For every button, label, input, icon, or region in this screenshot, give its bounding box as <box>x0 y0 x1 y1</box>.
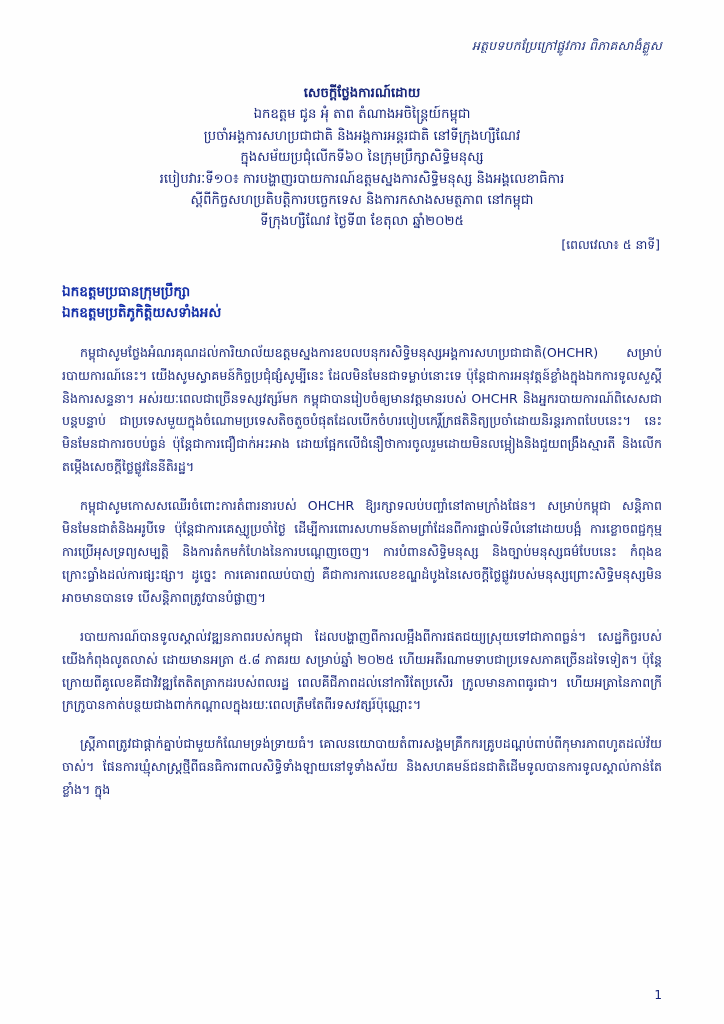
title-line-4: ក្នុងសម័យប្រជុំលើកទី៦០ នៃក្រុមប្រឹក្សាសិទ្ធិមនុស្ស <box>240 150 484 166</box>
salutation-heading <box>62 282 662 324</box>
paragraph-4: ស្ត្រីភាពត្រូវជាផ្ដាក់គ្នាប់ជាមួយកំណែមទ្រង់ទ្រាយធំ។ គោលនយោបាយតំពារសង្គមគ្រឹកករគ្រូបដណ្ដប់ពាប់ពីកុមារភាពហូតដល់វ័យចាស់។ ផែនការឃ្មុំសាស្រ្តថ្មីពីធនធិការពាលសិទ្ធិទាំងឡាយនៅទូទាំងស័យ និងសហគមន៍ជនជាតិដើមទូលបានការទូលស្គាល់កាន់តែខ្លាំង។ ក្នុង <box>62 736 662 798</box>
page-number: 1 <box>654 988 662 1002</box>
document-header-note: អត្ថបទបកប្រែក្រៅផ្លូវការ ពិភាគសាងំគ្លួស <box>472 38 662 53</box>
paragraph-2: កម្ពុជាសូមកោសសឈើរចំពោះការតំពារនារបស់ OHCHR ឱ្យរក្សាទលប់បញ្ចាំនៅតាមក្រាំងផែន។ សម្រាប់កម្ពុជា សន្តិភាពមិនមែនជាតំនិងអរូបីទេ ប៉ុន្តែជាការគេស្ម្យូប្រចាំថ្ងៃ ដើម្បីការពោរសហាមន៍តាមព្រាំដែនពីការផ្ទាល់ទីលំនៅដោយបង្អំ ការខ្លោចពជ្ជកុម្ម ការប្រើអុសទ្រព្យសម្បត្តិ និងការតំកមកំហែងនៃការបណ្ដេញចេញ។ ការបំពានសិទ្ធិមនុស្ស និងច្បាប់មនុស្សធម៌បែបនេះ កំពុងឧក្រោះធ្វាំងដល់ការផ្សះផ្សា។ ដូច្នេះ ការគោរពឈប់បាញ់ គឺជាការការលេខខណ្ឌដំបូងនៃសេចក្ដីថ្លៃផ្លូវរបស់មនុស្សព្រោះសិទ្ធិមនុស្សមិនអាចមានបានទេ បើសន្តិភាពត្រូវបានបំផ្លាញ។ <box>62 498 662 605</box>
title-line-3: ប្រចាំអង្គការសហប្រជាជាតិ និងអង្គការអន្តរជាតិ នៅទីក្រុងហ្សឺណែវ <box>203 128 521 144</box>
salutation-line-2: ឯកឧត្តមប្រតិភូកិត្តិយសទាំងអស់ <box>62 304 222 321</box>
salutation-line-1: ឯកឧត្តមប្រធានក្រុមប្រឹក្សា <box>62 283 191 300</box>
time-allocation-note: [ពេលវេលា៖ ៥ នាទី] <box>561 236 660 252</box>
title-line-1: សេចក្ដីថ្លែងការណ៍ដោយ <box>303 86 421 101</box>
paragraph-3: របាយការណ៍បានទូលស្គាល់វឌ្ឍនភាពរបស់កម្ពុជា ដែលបង្ហាញពីការលម្អឹងពីការផតជយ្យស្រុយទៅជាភាពធ្លន់។ សេដ្ឋកិច្ចរបស់យើងកំពុងលូតលាស់ ដោយមានអត្រា ៥.៨ ភាគរយ សម្រាប់ឆ្នាំ ២០២៥ ហើយអតីរណាមទាបជាប្រទេសភាគច្រើនដទៃទៀត។ ប៉ុន្តែ ក្រោយពីគូលេខគីជាវិវឌ្ឍតែតិតត្រាកដរបស់ពលរដ្ឋ ពេលគីជីភាពដល់នៅការំំតែប្រសើរ ក្រូលមានភាពធូរជា។ ហើយអត្រានៃភាពក្រីក្រក្រូបានកាត់បន្ថយជាងពាក់កណ្ដាលក្នុងរយៈពេលត្រឹមតែពីរទសវត្សរ៍ប៉ុណ្ណោះ។ <box>62 628 662 713</box>
document-title-block <box>62 83 662 233</box>
title-line-2: ឯកឧត្តម ជូន អុំ តាព តំណាងអចិន្ត្រៃយ៍កម្ពុជា <box>253 107 471 123</box>
title-line-5: របៀបវារៈទី១០៖ ការបង្ហាញរបាយការណ៍ឧត្តមស្នងការសិទ្ធិមនុស្ស និងអង្គលេខាធិការ <box>159 171 565 187</box>
title-line-6: ស្ដីពីកិច្ចសហប្រតិបត្តិការបច្ចេកទេស និងការកសាងសមត្ថភាព នៅកម្ពុជា <box>190 192 534 208</box>
paragraph-1: កម្ពុជាសូមថ្លែងអំណរគុណដល់ការិយាល័យឧត្តមស្នងការឧបលបនុករសិទ្ធិមនុស្សអង្គការសហប្រជាជាតិ(OHCHR) សម្រាប់របាយការណ៍នេះ។ យើងសូមស្វាគមន៍កិច្ចប្រជុំផ្សំសូម្បីនេះ ដែលមិនមែនជាទម្លាប់នោះទេ ប៉ុន្តែជាការអនុវត្តន៍ខ្លាំងក្នុងឯកការទូលសួស្តី និងការសន្ទនា។ អស់រយៈពេលជាច្រើនទស្សវត្សរ៍មក កម្ពុជាបានរៀបចំឲ្យមានវត្តមានរបស់ OHCHR និងអ្នករបាយការណ៍ពិសេសជាបន្តបន្ទាប់ ជាប្រទេសមួយក្នុងចំណោមប្រទេសតិចតួចបំផុតដែលបើកចំហរបៀបកេរ្ដិ៍ក្រផតិនិត្យប្រចាំដោយនិរន្តរភាពបែបនេះ។ នេះមិនមែនជាការចបប់ធ្ងន់ ប៉ុន្តែជាការជឿជាក់អះអាង ដោយផ្អែកលើជំនឿថាការចូលរួមដោយមិនលម្អៀងនិងជួយពង្រឹងស្មារតី និងលើកតម្កើងសេចក្ដីថ្លៃផ្លូវនៃនីតិរដ្ឋ។ <box>62 344 662 475</box>
title-line-7: ទីក្រុងហ្សឺណែវ ថ្ងៃទី៣ ខែតុលា ឆ្នាំ២០២៥ <box>260 214 464 230</box>
